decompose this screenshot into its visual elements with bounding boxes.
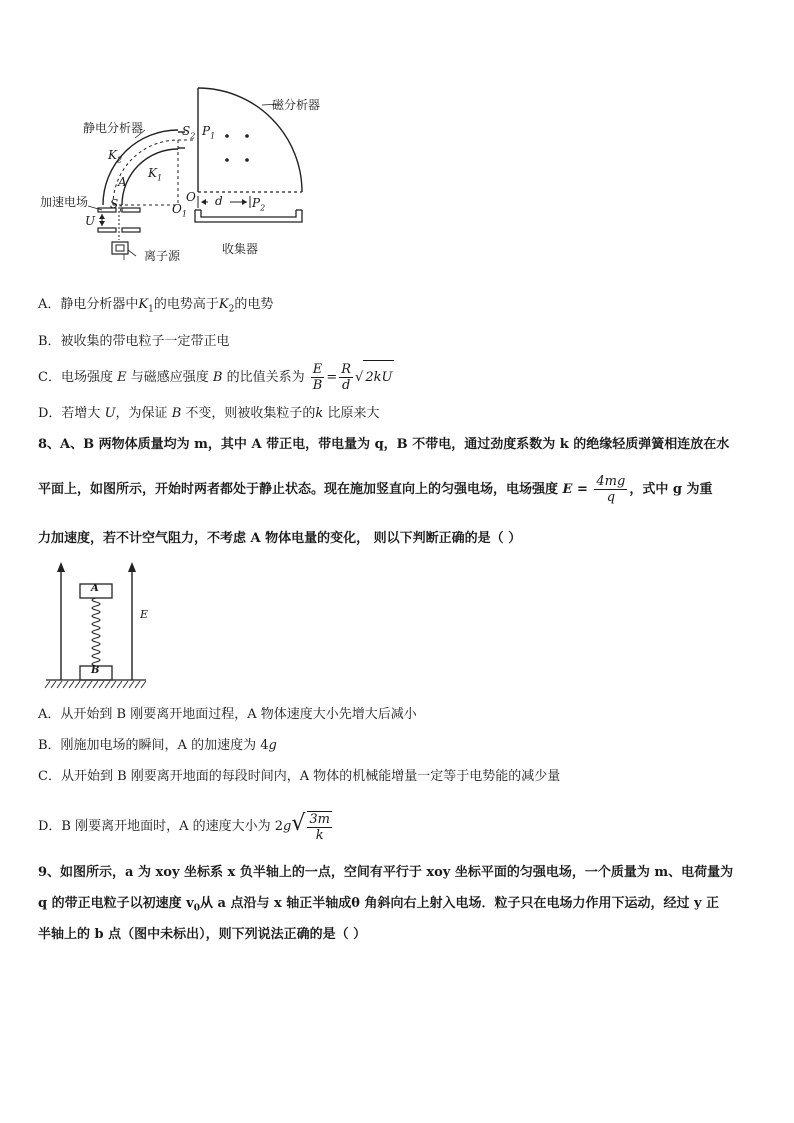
fraction-e-over-b: $\frac{E}{B}$ bbox=[312, 362, 323, 393]
q9-stem-line3: 半轴上的 b 点（图中未标出），则下列说法正确的是（ ） bbox=[38, 927, 367, 942]
fraction-r-over-d: $\frac{R}{d}$ bbox=[341, 362, 352, 393]
spring-blocks-diagram bbox=[40, 560, 160, 692]
label-electrostatic-analyzer: 静电分析器 bbox=[83, 121, 144, 135]
label-p2: $P_2$ bbox=[252, 196, 266, 213]
q7-option-a: A．静电分析器中$K_1$的电势高于$K_2$的电势 bbox=[38, 297, 274, 315]
q8-option-d: D．B 刚要离开地面时，A 的速度大小为 2g√ $\frac{3m}{k}$ bbox=[38, 811, 331, 843]
label-o1: $O_1$ bbox=[172, 202, 187, 219]
figure-spring-blocks bbox=[40, 560, 160, 692]
fraction-3m-over-k: $\frac{3m}{k}$ bbox=[309, 811, 331, 843]
label-k1: $K_1$ bbox=[148, 166, 163, 183]
figure-mass-spectrometer bbox=[40, 80, 340, 270]
label-s1: $S_1$ bbox=[110, 197, 124, 214]
q8-stem-line2: 平面上，如图所示，开始时两者都处于静止状态。现在施加竖直向上的匀强电场，电场强度 E = $\frac{4mg}{q}$ ，式中 g 为重 bbox=[38, 474, 713, 505]
label-s2: $S_2$ bbox=[182, 124, 196, 141]
label-accelerating-field: 加速电场 bbox=[40, 195, 89, 209]
spring-label-e: E bbox=[140, 608, 149, 621]
label-a: A bbox=[118, 175, 127, 189]
q9-stem-line1: 9、如图所示，a 为 xoy 坐标系 x 负半轴上的一点，空间有平行于 xoy 坐标平面的匀强电场，一个质量为 m、电荷量为 bbox=[38, 865, 734, 880]
q8-option-a: A．从开始到 B 刚要离开地面过程，A 物体速度大小先增大后减小 bbox=[38, 707, 417, 722]
label-p1: $P_1$ bbox=[202, 124, 216, 141]
label-d: d bbox=[215, 194, 223, 208]
fraction-4mg-over-q: $\frac{4mg}{q}$ bbox=[596, 474, 626, 505]
label-collector: 收集器 bbox=[222, 242, 259, 256]
label-o: O bbox=[186, 190, 196, 204]
q7-option-b: B．被收集的带电粒子一定带正电 bbox=[38, 334, 230, 349]
q8-stem-line3: 力加速度，若不计空气阻力，不考虑 A 物体电量的变化， 则以下判断正确的是（ ） bbox=[38, 531, 522, 546]
spring-label-b: B bbox=[91, 665, 100, 676]
spring-label-a: A bbox=[91, 583, 99, 594]
label-magnetic-analyzer: 磁分析器 bbox=[272, 98, 321, 112]
q9-stem-line2: q 的带正电粒子以初速度 $v_0$从 a 点沿与 x 轴正半轴成θ 角斜向右上射入电场．粒子只在电场力作用下运动，经过 y 正 bbox=[38, 896, 720, 914]
q7-option-d: D．若增大 U，为保证 B 不变，则被收集粒子的k 比原来大 bbox=[38, 406, 380, 421]
label-u: U bbox=[85, 214, 96, 228]
q7-option-c: C．电场强度 E 与磁感应强度 B 的比值关系为 $\frac{E}{B}$ = $\frac{R}{d}$ √ 2kU bbox=[38, 362, 393, 393]
sqrt-2ku: 2kU bbox=[363, 360, 394, 395]
q8-option-c: C．从开始到 B 刚要离开地面的每段时间内，A 物体的机械能增量一定等于电势能的减少量 bbox=[38, 769, 561, 784]
label-ion-source: 离子源 bbox=[144, 249, 181, 263]
label-k2: $K_2$ bbox=[108, 148, 123, 165]
q8-stem-line1: 8、A、B 两物体质量均为 m，其中 A 带正电，带电量为 q，B 不带电，通过劲度系数为 k 的绝缘轻质弹簧相连放在水 bbox=[38, 437, 730, 452]
q8-option-b: B．刚施加电场的瞬间，A 的加速度为 4g bbox=[38, 738, 277, 753]
